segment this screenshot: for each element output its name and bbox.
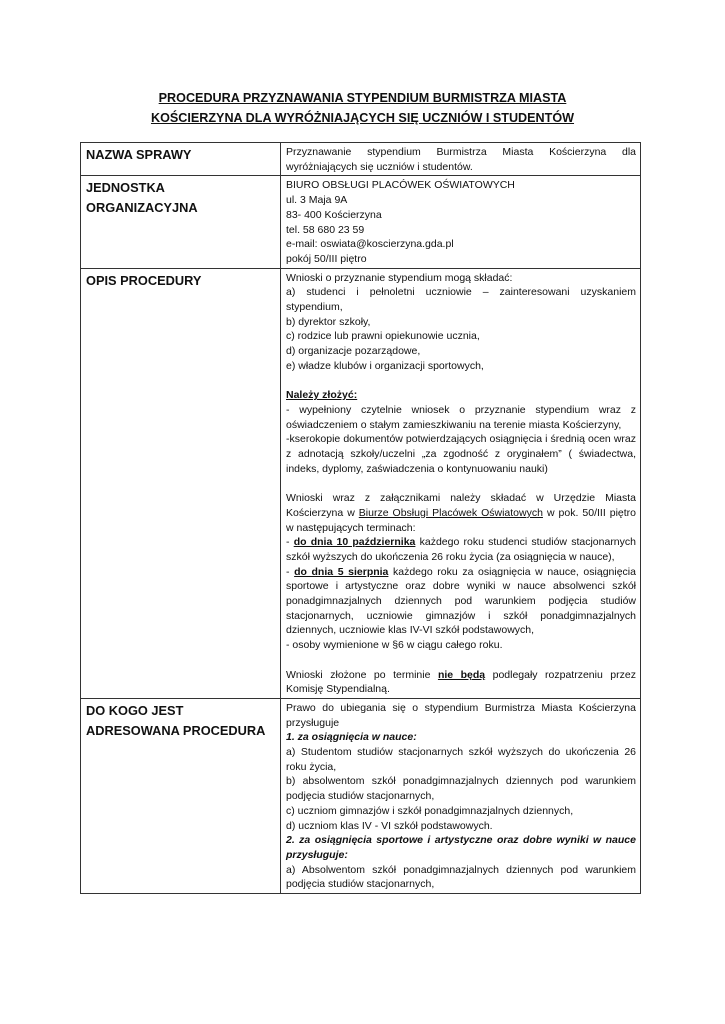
title-line-1: PROCEDURA PRZYZNAWANIA STYPENDIUM BURMISTRZA MIASTA xyxy=(158,91,567,105)
submission-info: Wnioski wraz z załącznikami należy składać w Urzędzie Miasta Kościerzyna w Biurze Obsługi Placówek Oświatowych w pok. 50/III piętro w następujących terminach: xyxy=(286,492,637,534)
row-opis-procedury xyxy=(81,268,641,698)
applicants-intro: Wnioski o przyznanie stypendium mogą składać: xyxy=(286,271,513,284)
eligibility-item: a) Absolwentom szkół ponadgimnazjalnych dziennych pod warunkiem podjęcia studiów stacjonarnych, xyxy=(286,863,636,891)
late-emphasis: nie będą xyxy=(437,668,486,681)
label-nazwa-sprawy: NAZWA SPRAWY xyxy=(81,143,281,176)
eligibility-item: c) uczniom gimnazjów i szkół ponadgimnazjalnych dziennych, xyxy=(286,804,574,817)
deadline-2-date: do dnia 5 sierpnia xyxy=(294,565,389,578)
office-street: ul. 3 Maja 9A xyxy=(286,194,348,207)
applicant-item: e) władze klubów i organizacji sportowych, xyxy=(286,359,484,372)
row-jednostka xyxy=(81,176,641,268)
applicant-item: d) organizacje pozarządowe, xyxy=(286,345,421,358)
documents-heading: Należy złożyć: xyxy=(286,389,358,402)
office-name: BIURO OBSŁUGI PLACÓWEK OŚWIATOWYCH xyxy=(286,179,515,192)
office-room: pokój 50/III piętro xyxy=(286,252,367,265)
row-nazwa-sprawy xyxy=(81,143,641,176)
content-jednostka xyxy=(281,176,641,268)
eligibility-intro: Prawo do ubiegania się o stypendium Burmistrza Miasta Kościerzyna przysługuje xyxy=(286,701,636,729)
office-city: 83- 400 Kościerzyna xyxy=(286,208,382,221)
document-item: - wypełniony czytelnie wniosek o przyznanie stypendium wraz z oświadczeniem o stałym zamieszkiwaniu na terenie miasta Kościerzyny, xyxy=(286,403,636,431)
deadline-3: - osoby wymienione w §6 w ciągu całego roku. xyxy=(286,639,503,652)
deadline-2: - do dnia 5 sierpnia każdego roku za osiągnięcia w nauce, osiągnięcia sportowe i artystyczne oraz dobre wyniki w nauce absolwenci szkół ponadgimnazjalnych dziennych pod warunkiem podjęcia studiów stacjonarnych, uczniowie gimnazjów i szkół ponadgimnazjalnych dziennych, uczniowie klas IV-VI szkół podstawowych, xyxy=(286,565,636,637)
office-email: e-mail: oswiata@koscierzyna.gda.pl xyxy=(286,238,454,251)
procedure-table xyxy=(80,142,641,894)
content-opis-procedury xyxy=(281,268,641,698)
applicant-item: b) dyrektor szkoły, xyxy=(286,315,371,328)
content-nazwa-sprawy: Przyznawanie stypendium Burmistrza Miasta Kościerzyna dla wyróżniających się uczniów i studentów. xyxy=(281,143,641,176)
applicant-item: c) rodzice lub prawni opiekunowie ucznia, xyxy=(286,330,480,343)
row-adresat xyxy=(81,698,641,893)
eligibility-item: b) absolwentom szkół ponadgimnazjalnych dziennych pod warunkiem podjęcia studiów stacjonarnych, xyxy=(286,775,636,803)
content-adresat xyxy=(281,698,641,893)
late-submission-note: Wnioski złożone po terminie nie będą podlegały rozpatrzeniu przez Komisję Stypendialną. xyxy=(286,668,636,696)
applicant-item: a) studenci i pełnoletni uczniowie – zainteresowani uzyskaniem stypendium, xyxy=(286,286,636,314)
deadline-1-date: do dnia 10 października xyxy=(293,536,416,549)
eligibility-item: a) Studentom studiów stacjonarnych szkół wyższych do ukończenia 26 roku życia, xyxy=(286,746,636,773)
section-2-heading: 2. za osiągnięcia sportowe i artystyczne oraz dobre wyniki w nauce przysługuje: xyxy=(286,834,636,861)
office-phone: tel. 58 680 23 59 xyxy=(286,223,365,236)
label-opis-procedury: OPIS PROCEDURY xyxy=(81,268,281,698)
title-line-2: KOŚCIERZYNA DLA WYRÓŻNIAJĄCYCH SIĘ UCZNIÓW I STUDENTÓW xyxy=(150,111,575,125)
section-1-heading: 1. za osiągnięcia w nauce: xyxy=(286,731,417,744)
label-adresat: DO KOGO JEST ADRESOWANA PROCEDURA xyxy=(81,698,281,893)
office-link-text: Biurze Obsługi Placówek Oświatowych xyxy=(358,506,543,519)
document-title xyxy=(80,88,645,128)
eligibility-item: d) uczniom klas IV - VI szkół podstawowych. xyxy=(286,819,493,832)
label-jednostka: JEDNOSTKA ORGANIZACYJNA xyxy=(81,176,281,268)
deadline-1: - do dnia 10 października każdego roku studenci studiów stacjonarnych szkół wyższych do ukończenia 26 roku życia (za osiągnięcia w nauce), xyxy=(286,536,636,563)
document-item: -kserokopie dokumentów potwierdzających osiągnięcia i średnią ocen wraz z adnotacją szkoły/uczelni „za zgodność z oryginałem” ( świadectwa, indeks, dyplomy, zaświadczenia o kontynuowaniu nauki) xyxy=(286,433,636,475)
